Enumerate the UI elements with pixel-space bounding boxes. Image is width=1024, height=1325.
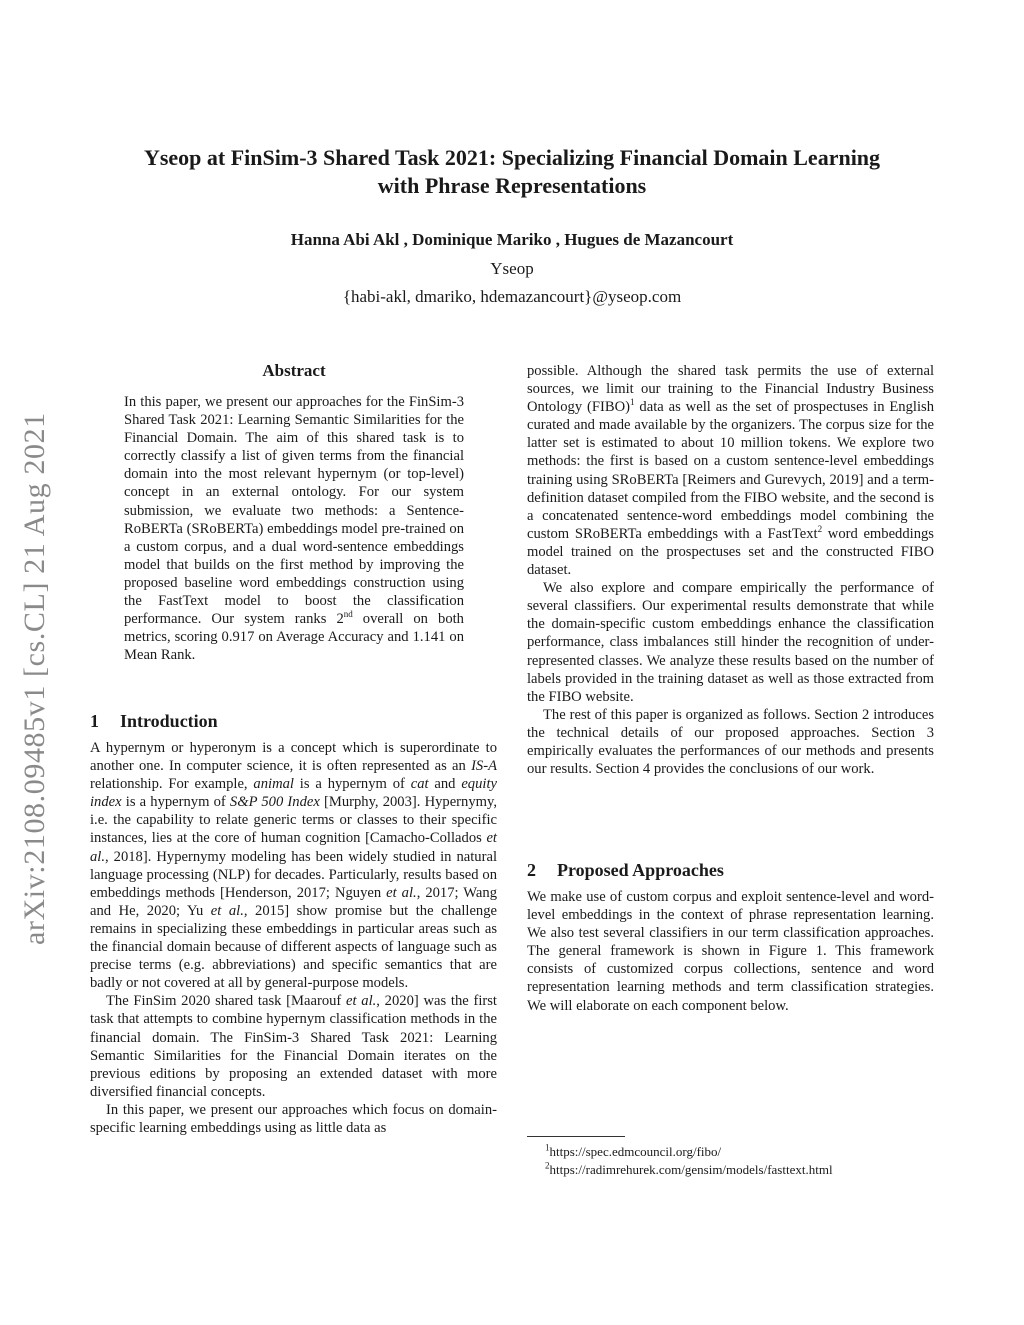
intro-paragraph-2 xyxy=(90,992,497,1101)
emphasis: et al. xyxy=(346,993,377,1010)
footnote-link[interactable]: https://radimrehurek.com/gensim/models/fasttext.html xyxy=(549,1162,833,1177)
text-run: , 2018]. Hypernymy modeling has been widely studied in natural language processing (NLP) for decades. Particularly, results based on embeddings methods [Henderson, 2017; Nguyen xyxy=(90,848,497,901)
text-run: , 2020] was the first task that attempts to combine hypernym classification methods in the financial domain. The FinSim-3 Shared Task 2021: Learning Semantic Similarities for the Financial Domain iterates on the previous editions by proposing an extended dataset with more diversified financial concepts. xyxy=(90,993,497,1100)
text-run: is a hypernym of xyxy=(121,794,230,811)
abstract-heading: Abstract xyxy=(262,361,326,380)
emphasis: cat xyxy=(410,776,429,793)
intro-continued-paragraph xyxy=(527,362,934,579)
emphasis: equity index xyxy=(90,776,497,811)
emphasis: animal xyxy=(253,776,294,793)
section-heading-introduction xyxy=(90,711,218,732)
emphasis: IS-A xyxy=(471,758,497,775)
title-line-1: Yseop at FinSim-3 Shared Task 2021: Specializing Financial Domain Learning xyxy=(143,145,881,170)
intro-paragraph-6: The rest of this paper is organized as follows. Section 2 introduces the technical details of our proposed approaches. Section 3 empirically evaluates the performances of our methods and presents our results. Section 4 provides the conclusions of our work. xyxy=(527,706,934,778)
intro-paragraph-3: In this paper, we present our approaches which focus on domain-specific learning embeddings using as little data as xyxy=(90,1101,497,1136)
footnote-1 xyxy=(545,1144,721,1160)
author-list: Hanna Abi Akl , Dominique Mariko , Hugues de Mazancourt xyxy=(290,230,734,249)
abstract-text: In this paper, we present our approaches for the FinSim-3 Shared Task 2021: Learning Semantic Similarities for the Financial Domain. The aim of this shared task is to correctly classify a list of given terms from the financial domain into the most relevant hypernym (or top-level) concept in an external ontology. For our system submission, we evaluate two methods: a Sentence-RoBERTa (SRoBERTa) embeddings model pre-trained on a custom corpus, and a dual word-sentence embeddings model that builds on the first method by improving the proposed baseline word embeddings construction using the FastText model to boost the classification performance. Our system ranks 2 xyxy=(124,394,464,628)
paper-title xyxy=(90,144,934,200)
intro-paragraph-5: We also explore and compare empirically the performance of several classifiers. Our experimental results demonstrate that while the domain-specific custom embeddings enhance the classification performance, class imbalances still hinder the recognition of under-represented classes. We analyze these results based on the number of labels provided in the training dataset as well as those extracted from the FIBO website. xyxy=(527,580,934,705)
emphasis: et al. xyxy=(210,902,244,919)
emphasis: S&P 500 Index xyxy=(229,794,320,811)
author-emails: {habi-akl, dmariko, hdemazancourt}@yseop.com xyxy=(342,287,682,306)
text-run: The FinSim 2020 shared task [Maarouf xyxy=(106,993,347,1010)
section-heading-proposed-approaches xyxy=(527,860,724,881)
section-title: Introduction xyxy=(120,711,218,731)
footnote-mark: 2 xyxy=(545,1160,550,1171)
text-run: [Murphy, 2003]. Hypernymy, i.e. the capability to relate generic terms or classes to their specific instances, lies at the core of human cognition [Camacho-Collados xyxy=(90,794,497,847)
affiliation: Yseop xyxy=(490,259,534,278)
section-number: 2 xyxy=(527,860,536,880)
title-line-2: with Phrase Representations xyxy=(377,173,647,198)
footnote-divider xyxy=(527,1136,625,1137)
footnote-2 xyxy=(545,1162,833,1178)
approaches-paragraph-1: We make use of custom corpus and exploit sentence-level and word-level embeddings in the context of phrase representation learning. We also test several classifiers in our term classification approaches. The general framework is shown in Figure 1. This framework consists of customized corpus collections, sentence and word representation learning methods and term classification strategies. We will elaborate on each component below. xyxy=(527,889,934,1014)
text-run: data as well as the set of prospectuses in English curated and made available by the organizers. The corpus size for the latter set is estimated to about 10 million tokens. We explore two methods: the first is based on a custom sentence-level embeddings training using SRoBERTa [Reimers and Gurevych, 2019] and a term-definition dataset compiled from the FIBO website, and the second is a concatenated sentence-word embeddings model combining the custom SRoBERTa embeddings with a FastText xyxy=(527,399,934,542)
emphasis: et al. xyxy=(90,830,497,865)
section-number: 1 xyxy=(90,711,99,731)
abstract-text-end: overall on both metrics, scoring 0.917 on Average Accuracy and 1.141 on Mean Rank. xyxy=(124,611,464,664)
section-title: Proposed Approaches xyxy=(557,860,724,880)
emphasis: et al. xyxy=(386,884,417,901)
text-run: and xyxy=(428,776,462,793)
footnote-link[interactable]: https://spec.edmcouncil.org/fibo/ xyxy=(549,1144,722,1159)
footnote-ref: 1 xyxy=(630,397,635,408)
intro-paragraph-1 xyxy=(90,739,497,992)
footnote-mark: 1 xyxy=(545,1142,550,1153)
text-run: is a hypernym of xyxy=(293,776,411,793)
text-run: , 2017; Wang and He, 2020; Yu xyxy=(90,884,497,919)
text-run: , 2015] show promise but the challenge remains in specializing these embeddings in particular areas such as the financial domain because of different aspects of language such as precise terms (e.g. abbreviations) and specific semantics that are badly or not covered at all by general-purpose models. xyxy=(90,902,497,992)
text-run: relationship. For example, xyxy=(90,776,254,793)
footnote-ref: 2 xyxy=(817,523,823,534)
text-run: possible. Although the shared task permits the use of external sources, we limit our training to the Financial Industry Business Ontology (FIBO) xyxy=(527,363,934,416)
abstract-superscript: nd xyxy=(343,609,353,620)
approaches-body xyxy=(527,888,934,1015)
abstract-body xyxy=(124,393,464,664)
text-run: word embeddings model trained on the prospectuses set and the constructed FIBO dataset. xyxy=(527,525,934,579)
arxiv-identifier: arXiv:2108.09485v1 [cs.CL] 21 Aug 2021 xyxy=(18,412,51,945)
introduction-body xyxy=(90,739,497,1137)
text-run: A hypernym or hyperonym is a concept which is superordinate to another one. In computer science, it is often represented as an xyxy=(90,740,497,775)
right-column-body xyxy=(527,362,934,778)
